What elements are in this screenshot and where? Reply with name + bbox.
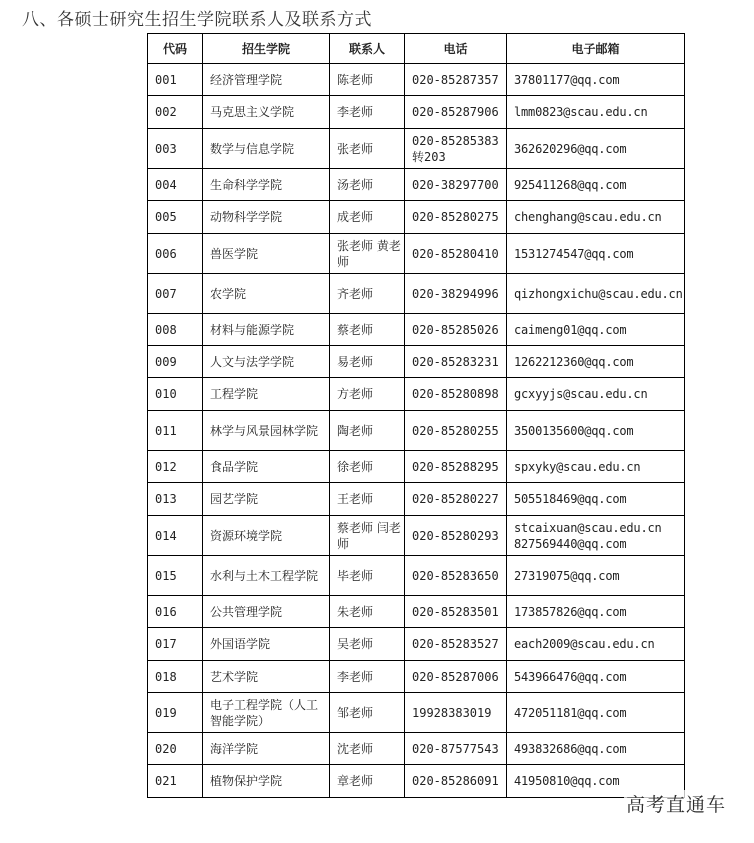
cell-college: 材料与能源学院 [203, 314, 330, 346]
table-row [148, 451, 685, 483]
table-row [148, 201, 685, 234]
cell-contact: 李老师 [330, 96, 405, 129]
table-row [148, 556, 685, 596]
table-row [148, 314, 685, 346]
cell-contact: 毕老师 [330, 556, 405, 596]
cell-college: 生命科学学院 [203, 169, 330, 201]
cell-contact: 汤老师 [330, 169, 405, 201]
cell-contact: 徐老师 [330, 451, 405, 483]
cell-college: 资源环境学院 [203, 516, 330, 556]
cell-code: 018 [148, 661, 203, 693]
cell-phone: 020-85286091 [405, 765, 507, 798]
cell-college: 食品学院 [203, 451, 330, 483]
cell-contact: 张老师 [330, 129, 405, 169]
cell-contact: 陶老师 [330, 411, 405, 451]
cell-contact: 章老师 [330, 765, 405, 798]
cell-phone: 19928383019 [405, 693, 507, 733]
cell-email: 1531274547@qq.com [507, 234, 685, 274]
cell-phone: 020-85287006 [405, 661, 507, 693]
table-row [148, 693, 685, 733]
cell-code: 009 [148, 346, 203, 378]
cell-college: 林学与风景园林学院 [203, 411, 330, 451]
table-row [148, 628, 685, 661]
cell-email: 37801177@qq.com [507, 64, 685, 96]
table-row [148, 274, 685, 314]
cell-code: 006 [148, 234, 203, 274]
table-row [148, 516, 685, 556]
cell-code: 002 [148, 96, 203, 129]
cell-email: 925411268@qq.com [507, 169, 685, 201]
cell-phone: 020-85280227 [405, 483, 507, 516]
cell-college: 海洋学院 [203, 733, 330, 765]
cell-code: 004 [148, 169, 203, 201]
cell-college: 农学院 [203, 274, 330, 314]
cell-code: 003 [148, 129, 203, 169]
cell-code: 021 [148, 765, 203, 798]
cell-phone: 020-85287906 [405, 96, 507, 129]
header-contact: 联系人 [330, 34, 405, 64]
cell-college: 数学与信息学院 [203, 129, 330, 169]
cell-code: 019 [148, 693, 203, 733]
cell-email: 362620296@qq.com [507, 129, 685, 169]
cell-email: 472051181@qq.com [507, 693, 685, 733]
table-row [148, 96, 685, 129]
table-row [148, 346, 685, 378]
cell-code: 015 [148, 556, 203, 596]
cell-phone: 020-38297700 [405, 169, 507, 201]
cell-code: 013 [148, 483, 203, 516]
cell-email: stcaixuan@scau.edu.cn 827569440@qq.com [507, 516, 685, 556]
cell-email: 41950810@qq.com [507, 765, 685, 798]
header-phone: 电话 [405, 34, 507, 64]
cell-code: 010 [148, 378, 203, 411]
table-row [148, 411, 685, 451]
cell-college: 人文与法学学院 [203, 346, 330, 378]
header-email: 电子邮箱 [507, 34, 685, 64]
page-heading: 八、各硕士研究生招生学院联系人及联系方式 [22, 10, 372, 30]
cell-code: 005 [148, 201, 203, 234]
cell-code: 011 [148, 411, 203, 451]
table-row [148, 64, 685, 96]
cell-college: 艺术学院 [203, 661, 330, 693]
cell-phone: 020-85280898 [405, 378, 507, 411]
cell-contact: 王老师 [330, 483, 405, 516]
cell-email: 505518469@qq.com [507, 483, 685, 516]
cell-code: 007 [148, 274, 203, 314]
table-row [148, 483, 685, 516]
cell-email: qizhongxichu@scau.edu.cn [507, 274, 685, 314]
cell-phone: 020-85285026 [405, 314, 507, 346]
table-row [148, 169, 685, 201]
contacts-table [147, 33, 685, 798]
table-row [148, 129, 685, 169]
cell-contact: 陈老师 [330, 64, 405, 96]
cell-phone: 020-85280255 [405, 411, 507, 451]
header-code: 代码 [148, 34, 203, 64]
cell-phone: 020-85280275 [405, 201, 507, 234]
cell-email: spxyky@scau.edu.cn [507, 451, 685, 483]
cell-contact: 张老师 黄老师 [330, 234, 405, 274]
cell-email: 173857826@qq.com [507, 596, 685, 628]
cell-college: 水利与土木工程学院 [203, 556, 330, 596]
table-body [148, 64, 685, 798]
watermark: 高考直通车 [624, 790, 728, 817]
cell-contact: 蔡老师 [330, 314, 405, 346]
table-row [148, 234, 685, 274]
cell-phone: 020-85283650 [405, 556, 507, 596]
cell-college: 公共管理学院 [203, 596, 330, 628]
table-row [148, 596, 685, 628]
cell-code: 017 [148, 628, 203, 661]
cell-phone: 020-38294996 [405, 274, 507, 314]
cell-contact: 易老师 [330, 346, 405, 378]
cell-email: caimeng01@qq.com [507, 314, 685, 346]
cell-code: 008 [148, 314, 203, 346]
cell-contact: 邹老师 [330, 693, 405, 733]
cell-phone: 020-85288295 [405, 451, 507, 483]
cell-code: 020 [148, 733, 203, 765]
cell-college: 电子工程学院（人工智能学院） [203, 693, 330, 733]
cell-phone: 020-85283527 [405, 628, 507, 661]
cell-college: 经济管理学院 [203, 64, 330, 96]
cell-college: 兽医学院 [203, 234, 330, 274]
cell-college: 马克思主义学院 [203, 96, 330, 129]
cell-phone: 020-85283231 [405, 346, 507, 378]
cell-contact: 方老师 [330, 378, 405, 411]
cell-phone: 020-85280410 [405, 234, 507, 274]
cell-contact: 吴老师 [330, 628, 405, 661]
cell-college: 植物保护学院 [203, 765, 330, 798]
cell-code: 014 [148, 516, 203, 556]
cell-phone: 020-87577543 [405, 733, 507, 765]
table-row [148, 733, 685, 765]
cell-contact: 成老师 [330, 201, 405, 234]
cell-email: 27319075@qq.com [507, 556, 685, 596]
table-row [148, 378, 685, 411]
table-header-row [148, 34, 685, 64]
cell-email: chenghang@scau.edu.cn [507, 201, 685, 234]
cell-contact: 李老师 [330, 661, 405, 693]
cell-email: gcxyyjs@scau.edu.cn [507, 378, 685, 411]
cell-college: 外国语学院 [203, 628, 330, 661]
cell-phone: 020-85285383转203 [405, 129, 507, 169]
cell-email: 543966476@qq.com [507, 661, 685, 693]
cell-contact: 蔡老师 闫老师 [330, 516, 405, 556]
cell-email: 493832686@qq.com [507, 733, 685, 765]
cell-email: each2009@scau.edu.cn [507, 628, 685, 661]
cell-code: 001 [148, 64, 203, 96]
cell-code: 016 [148, 596, 203, 628]
header-college: 招生学院 [203, 34, 330, 64]
cell-phone: 020-85280293 [405, 516, 507, 556]
cell-college: 园艺学院 [203, 483, 330, 516]
cell-contact: 沈老师 [330, 733, 405, 765]
cell-phone: 020-85283501 [405, 596, 507, 628]
cell-contact: 朱老师 [330, 596, 405, 628]
cell-college: 工程学院 [203, 378, 330, 411]
cell-email: lmm0823@scau.edu.cn [507, 96, 685, 129]
cell-email: 3500135600@qq.com [507, 411, 685, 451]
table-row [148, 765, 685, 798]
cell-contact: 齐老师 [330, 274, 405, 314]
cell-college: 动物科学学院 [203, 201, 330, 234]
cell-code: 012 [148, 451, 203, 483]
table-row [148, 661, 685, 693]
cell-phone: 020-85287357 [405, 64, 507, 96]
cell-email: 1262212360@qq.com [507, 346, 685, 378]
